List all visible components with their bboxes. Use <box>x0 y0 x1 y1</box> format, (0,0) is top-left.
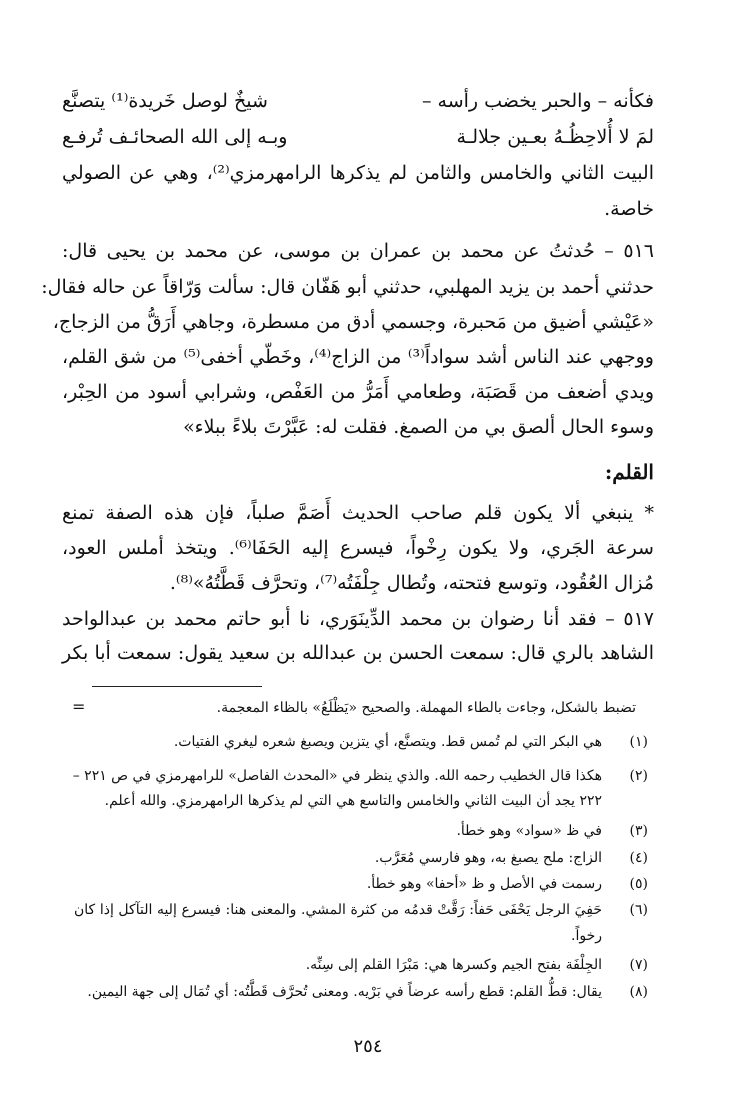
paragraph-517-line: ٥١٧ – فقد أنا رضوان بن محمد الدِّينَوَري، نا أبو حاتم محمد بن عبدالواحد <box>62 608 654 630</box>
footnote-6-continuation: رخواً. <box>571 928 602 944</box>
footnote-7: (٧) الجِلْفَة بفتح الجيم وكسرها هي: مَبْرَا القلم إلى سِنِّه. <box>305 957 648 973</box>
footnote-carryover: تضبط بالشكل، وجاءت بالطاء المهملة. والصحيح «يَظْلَعُ» بالظاء المعجمة. <box>216 700 636 716</box>
footnote-5: (٥) رسمت في الأصل و ظ «أحفا» وهو خطأ. <box>366 876 648 892</box>
paragraph-verses-note-line: البيت الثاني والخامس والثامن لم يذكرها الرامهرمزي⁽²⁾، وهي عن الصولي <box>62 162 654 184</box>
paragraph-516-line: ٥١٦ – حُدثتُ عن محمد بن عمران بن موسى، عن محمد بن يحيى قال: <box>62 240 654 262</box>
verse-line-2-second-hemistich: وبـه إلى الله الصحائـف تُرفـع <box>62 126 288 148</box>
paragraph-516-line: ويدي أضعف من قَصَبَة، وطعامي أَمَرُّ من العَفْص، وشرابي أسود من الحِبْر، <box>62 381 654 403</box>
footnote-8: (٨) يقال: قطُّ القلم: قطع رأسه عرضاً في بَرْيه. ومعنى تُحرَّف قَطَّتُه: أي تُمَال إلى جهة اليمين. <box>87 984 648 1000</box>
paragraph-qalam-line: سرعة الجَري، ولا يكون رِخْواً، فيسرع إليه الحَفَا⁽⁶⁾. ويتخذ أملس العود، <box>62 537 654 559</box>
verse-line-1-second-hemistich: شيخٌ لوصل خَريدة⁽¹⁾ يتصنَّع <box>62 90 268 112</box>
footnote-6: (٦) حَفِيَ الرجل يَحْفَى حَفاً: رَقَّتْ قدمُه من كثرة المشي. والمعنى هنا: فيسرع إليه التآكل إذا كان <box>74 902 648 918</box>
verse-line-2 <box>62 126 654 152</box>
page-number: ٢٥٤ <box>353 1036 383 1057</box>
paragraph-516-line: ووجهي عند الناس أشد سواداً⁽³⁾ من الزاج⁽⁴⁾، وخَطّي أخفى⁽⁵⁾ من شق القلم، <box>62 346 654 368</box>
footnote-3: (٣) في ظ «سواد» وهو خطأ. <box>456 823 648 839</box>
footnote-continuation-mark: = <box>72 697 86 716</box>
footnote-2-continuation: ٢٢٢ يجد أن البيت الثاني والخامس والتاسع هي التي لم يذكرها الرامهرمزي. والله أعلم. <box>104 793 602 809</box>
paragraph-qalam-line: * ينبغي ألا يكون قلم صاحب الحديث أَصَمَّ صلباً، فإن هذه الصفة تمنع <box>62 502 654 524</box>
verse-line-1 <box>62 90 654 116</box>
verse-line-2-first-hemistich: لمَ لا أُلاحِظُـهُ بعـين جلالـة <box>456 126 654 148</box>
paragraph-517-line: الشاهد بالري قال: سمعت الحسن بن عبدالله بن سعيد يقول: سمعت أبا بكر <box>62 642 654 664</box>
verse-line-1-first-hemistich: فكأنه – والحبر يخضب رأسه – <box>421 90 654 112</box>
paragraph-516-line: «عَيْشي أضيق من مَحبرة، وجسمي أدق من مسطرة، وجاهي أَرَقُّ من الزجاج، <box>52 311 654 333</box>
section-heading-qalam: القلم: <box>604 460 654 484</box>
footnote-separator <box>92 686 262 687</box>
paragraph-516-line: وسوء الحال ألصق بي من الصمغ. فقلت له: عَبَّرْتَ بلاءً ببلاء» <box>183 416 654 438</box>
footnote-2: (٢) هكذا قال الخطيب رحمه الله. والذي ينظر في «المحدث الفاصل» للرامهرمزي في ص ٢٢١ – <box>72 768 648 784</box>
footnote-4: (٤) الزاج: ملح يصبغ به، وهو فارسي مُعَرَّب. <box>374 850 648 866</box>
paragraph-verses-note-line: خاصة. <box>604 198 654 220</box>
paragraph-516-line: حدثني أحمد بن يزيد المهلبي، حدثني أبو هَفّان قال: سألت وَرّاقاً عن حاله فقال: <box>41 276 654 298</box>
footnote-1: (١) هي البكر التي لم تُمس قط. ويتصنَّع، أي يتزين ويصبغ شعره ليغري الفتيات. <box>173 734 648 750</box>
paragraph-qalam-line: مُزال العُقُود، وتوسع فتحته، وتُطال جِلْفَتُه⁽⁷⁾، وتحرَّف قَطَّتُهُ»⁽⁸⁾. <box>169 572 654 594</box>
